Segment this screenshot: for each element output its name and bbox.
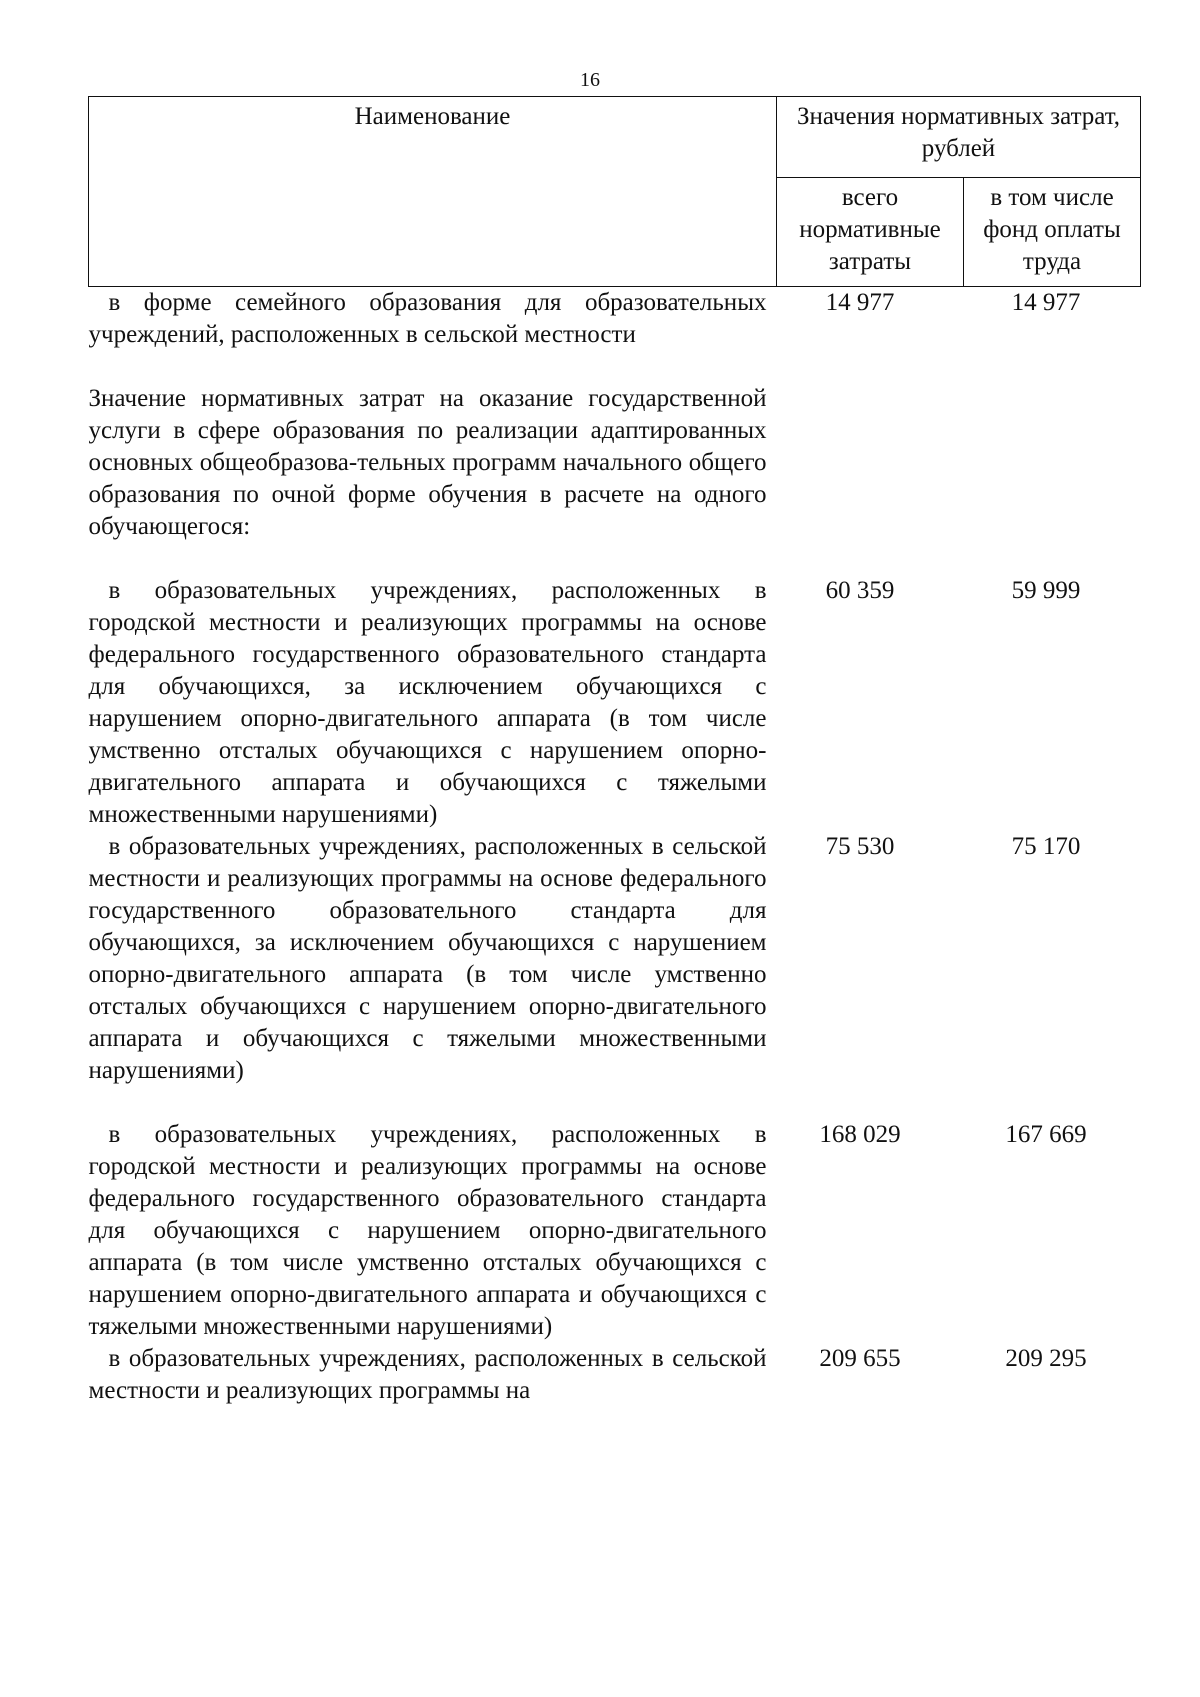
row-fund: 75 170 [1011,833,1081,860]
table-row [89,1119,1141,1343]
row-name: в форме семейного образования для образовательных учреждений, расположенных в сельской местности [88,289,767,348]
row-name: в образовательных учреждениях, расположенных в городской местности и реализующих программы на основе федерального государственного образовательного стандарта для обучающихся с нарушением опорно-двигательного аппарата (в том числе умственно отсталых обучающихся с нарушением опорно-двигательного аппарата и обучающихся с тяжелыми множественными нарушениями) [88,1121,767,1340]
table-row [89,287,1141,352]
row-fund: 167 669 [1005,1121,1087,1148]
row-name: в образовательных учреждениях, расположенных в сельской местности и реализующих программы на [88,1345,767,1404]
row-spacer [89,1087,1141,1119]
row-total: 60 359 [825,577,895,604]
row-total: 168 029 [819,1121,901,1148]
row-total: 14 977 [825,289,895,316]
row-fund: 14 977 [1011,289,1081,316]
header-values-group: Значения нормативных затрат, рублей [777,97,1141,178]
row-name: Значение нормативных затрат на оказание государственной услуги в сфере образования по реализации адаптированных основных общеобразова-тельных программ начального общего образования по очной форме обучения в расчете на одного обучающегося: [88,385,767,540]
row-fund [964,383,1141,543]
table-row [89,383,1141,543]
row-fund: 59 999 [1011,577,1081,604]
table-body [89,287,1141,1408]
page-number: 16 [580,69,600,91]
row-name: в образовательных учреждениях, расположенных в сельской местности и реализующих программы на основе федерального государственного образовательного стандарта для обучающихся, за исключением обучающихся с нарушением опорно-двигательного аппарата (в том числе умственно отсталых обучающихся с нарушением опорно-двигательного аппарата и обучающихся с тяжелыми множественными нарушениями) [88,833,767,1084]
row-total [777,383,964,543]
table-row [89,1343,1141,1407]
header-name: Наименование [89,97,777,287]
row-total: 209 655 [819,1345,901,1372]
table-header [89,97,1141,287]
row-name: в образовательных учреждениях, расположенных в городской местности и реализующих программы на основе федерального государственного образовательного стандарта для обучающихся, за исключением обучающихся с нарушением опорно-двигательного аппарата (в том числе умственно отсталых обучающихся с нарушением опорно-двигательного аппарата и обучающихся с тяжелыми множественными нарушениями) [88,577,767,828]
row-spacer [89,543,1141,575]
table-row [89,831,1141,1087]
row-spacer [89,351,1141,383]
header-fund: в том числе фонд оплаты труда [964,178,1141,287]
norm-costs-table [88,96,1141,1407]
header-total: всего нормативные затраты [777,178,964,287]
row-fund: 209 295 [1005,1345,1087,1372]
row-total: 75 530 [825,833,895,860]
table-row [89,575,1141,831]
